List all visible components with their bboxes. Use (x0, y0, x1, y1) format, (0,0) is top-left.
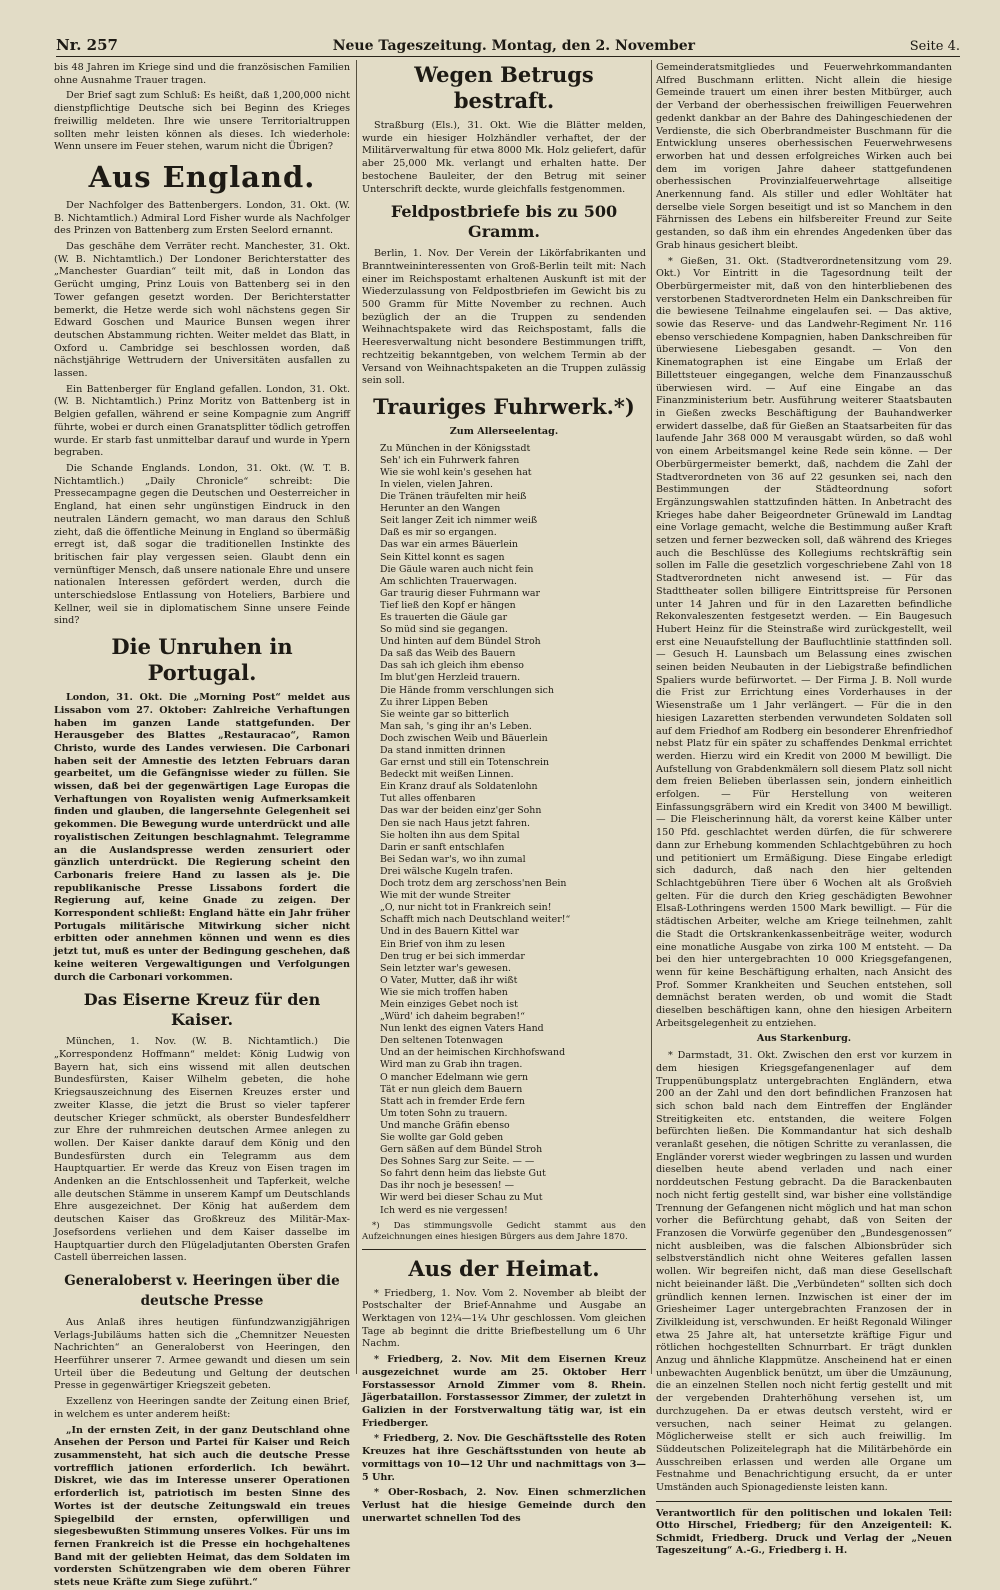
poem-line: „O, nur nicht tot in Frankreich sein! (380, 902, 552, 914)
poem-line: Bedeckt mit weißen Linnen. (380, 769, 514, 781)
heading-portugal: Die Unruhen in Portugal. (111, 634, 293, 686)
poem-line: Bei Sedan war's, wo ihn zumal (380, 853, 526, 865)
poem-line: Sie holten ihn aus dem Spital (380, 829, 520, 841)
poem-line: Am schlichten Trauerwagen. (380, 575, 517, 587)
section-subheading: Aus Starkenburg. (756, 1033, 852, 1045)
poem-line: In vielen, vielen Jahren. (380, 478, 493, 490)
poem-line: Sie weinte gar so bitterlich (380, 708, 510, 720)
poem-line: Den sie nach Haus jetzt fahren. (380, 817, 530, 829)
column-1 (54, 62, 350, 1589)
article-paragraph: Das geschähe dem Verräter recht. Manchester, 31. Okt. (W. B. Nichtamtlich.) Der Londoner Berichterstatter des „Manchester Guardian“ teilt mit, daß in London das Gerücht umging, Prinz Louis von Battenberg sei in den Tower gefangen gesetzt worden. Der Berichterstatter bemerkt, die Hetze werde sich wohl nächstens gegen Sir Edward Goschen und Maurice Bunsen wegen ihrer deutschen Abstammung richten. Weiter meldet das Blatt, in Oxford u. Cambridge sei beschlossen worden, daß nächstjährige Wettrudern der Universitäten ausfallen zu lassen. (54, 241, 350, 380)
poem-line: Wir werd bei dieser Schau zu Mut (380, 1192, 543, 1204)
article-paragraph: bis 48 Jahren im Kriege sind und die französischen Familien ohne Ausnahme Trauer tragen. (54, 62, 350, 86)
poem-line: Herunter an den Wangen (380, 503, 501, 515)
poem-line: Zu München in der Königsstadt (380, 442, 531, 454)
poem-line: „Würd' ich daheim begraben!“ (380, 1011, 525, 1023)
issue-number: Nr. 257 (56, 36, 118, 54)
poem-line: Darin er sanft entschlafen (380, 841, 505, 853)
poem-line: Daß es mir so ergangen. (380, 527, 497, 539)
article-paragraph: * Friedberg, 2. Nov. Die Geschäftsstelle des Roten Kreuzes hat ihre Geschäftsstunden von heute ab vormittags von 10—12 Uhr und nachmittags von 3—5 Uhr. (362, 1433, 646, 1483)
article-paragraph: * Friedberg, 2. Nov. Mit dem Eisernen Kreuz ausgezeichnet wurde am 25. Oktober Herr Forstassessor Arnold Zimmer vom 8. Rhein. Jägerbataillon. Forstassessor Zimmer, der zuletzt in Galizien in der Forstverwaltung tätig war, ist ein Friedberger. (362, 1354, 646, 1429)
poem-line: Statt ach in fremder Erde fern (380, 1095, 525, 1107)
heading-fuhrwerk: Trauriges Fuhrwerk.*) (373, 393, 635, 419)
article-paragraph: Straßburg (Els.), 31. Okt. Wie die Blätter melden, wurde ein hiesiger Holzhändler verhaftet, der der Militärverwaltung für etwa 8000 Mk. Holz geliefert, dafür aber 25,000 Mk. verlangt und erhalten hatte. Der bestochene Bauleiter, der den Betrug mit seiner Unterschrift deckte, wurde gleichfalls festgenommen. (362, 120, 646, 195)
heading-heimat: Aus der Heimat. (408, 1255, 600, 1281)
poem-line: Seh' ich ein Fuhrwerk fahren (380, 454, 520, 466)
poem-line: Tief ließ den Kopf er hängen (380, 599, 516, 611)
poem-line: Und in des Bauern Kittel war (380, 926, 519, 938)
poem-line: Sein Kittel konnt es sagen (380, 551, 505, 563)
separator (362, 1249, 646, 1250)
heading-eisernes-kreuz: Das Eiserne Kreuz für den Kaiser. (83, 990, 321, 1030)
poem-line: Gern säßen auf dem Bündel Stroh (380, 1144, 543, 1156)
masthead-date: Neue Tageszeitung. Montag, den 2. November (332, 38, 696, 54)
poem-line: Das war der beiden einz'ger Sohn (380, 805, 542, 817)
imprint: Verantwortlich für den politischen und lokalen Teil: Otto Hirschel, Friedberg; für den Anzeigenteil: K. Schmidt, Friedberg. Druck und Verlag der „Neuen Tageszeitung“ A.-G., Friedberg i. H. (656, 1507, 952, 1557)
article-paragraph: Die Schande Englands. London, 31. Okt. (W. T. B. Nichtamtlich.) „Daily Chronicle“ schreibt: Die Pressecampagne gegen die Deutschen und Oesterreicher in England, hat einen sehr ungünstigen Eindruck in den neutralen Ländern gemacht, wo man daraus den Schluß zieht, daß die öffentliche Meinung in England so übermäßig erregt ist, daß sogar die traditionellen Instinkte des britischen fair play vergessen seien. Glaubt denn ein vernünftiger Mensch, daß unsere nationale Ehre und unsere nationalen Interessen gefördert werden, durch die unterschiedslose Entlassung von Hoteliers, Barbiere und Kellner, weil sie in diplomatischem Sinne unsere Feinde sind? (54, 462, 350, 627)
poem-line: Im blut'gen Herzleid trauern. (380, 672, 521, 684)
column-3 (656, 62, 952, 1557)
poem-line: Das sah ich gleich ihm ebenso (380, 660, 524, 672)
poem-line: So müd sind sie gegangen. (380, 624, 508, 636)
article-paragraph: Der Brief sagt zum Schluß: Es heißt, daß 1,200,000 nicht dienstpflichtige Deutsche sich bei Beginn des Krieges freiwillig meldeten. Ihre wie unsere Territorialtruppen sollten mehr leisten können als dieses. Ich wiederhole: Wenn unsere im Feuer stehen, warum nicht die Übrigen? (54, 90, 350, 153)
poem-line: Mein einziges Gebet noch ist (380, 998, 518, 1010)
poem-line: Es trauerten die Gäule gar (380, 611, 508, 623)
poem (362, 443, 646, 1217)
poem-line: Gar ernst und still ein Totenschrein (380, 757, 550, 769)
poem-line: Da saß das Weib des Bauern (380, 648, 516, 660)
poem-line: Das war ein armes Bäuerlein (380, 539, 518, 551)
column-rule-left (356, 60, 357, 1374)
poem-line: So fahrt denn heim das liebste Gut (380, 1168, 546, 1180)
poem-line: Um toten Sohn zu trauern. (380, 1107, 508, 1119)
article-paragraph: Ein Battenberger für England gefallen. London, 31. Okt. (W. B. Nichtamtlich.) Prinz Moritz von Battenberg ist in Belgien gefallen, während er seine Kompagnie zum Angriff führte, wobei er durch einen Granatsplitter tödlich getroffen wurde. Er starb fast unmittelbar darauf und wurde in Ypern begraben. (54, 383, 350, 459)
page-header (56, 36, 960, 57)
article-paragraph: London, 31. Okt. Die „Morning Post“ meldet aus Lissabon vom 27. Oktober: Zahlreiche Verhaftungen haben im ganzen Lande stattgefunden. Der Herausgeber des Blattes „Restauracao“, Ramon Christo, wurde des Landes verwiesen. Die Carbonari haben seit der Amnestie des letzten Februars daran gearbeitet, um die Gefängnisse wieder zu füllen. Sie wissen, daß bei der gegenwärtigen Lage Europas die Verhaftungen von Royalisten wenig Aufmerksamkeit finden und glauben, die langersehnte Gelegenheit sei gekommen. Die Bewegung wurde unterdrückt und alle royalistischen Zeitungen beschlagnahmt. Telegramme an die Auslandspresse werden zensuriert oder gänzlich unterdrückt. Die Regierung scheint den Carbonaris freiere Hand zu lassen als je. Die republikanische Presse Lissabons fordert die Regierung auf, keine Gnade zu zeigen. Der Korrespondent schließt: England hätte ein Jahr früher Portugals militärische Mitwirkung sicher nicht erbitten oder annehmen können und wenn es dies jetzt tut, muß es unter der Bedingung geschehen, daß keine weiteren Vergewaltigungen und Verfolgungen durch die Carbonari vorkommen. (54, 692, 350, 983)
poem-line: Ein Brief von ihm zu lesen (380, 938, 505, 950)
poem-line: Gar traurig dieser Fuhrmann war (380, 587, 540, 599)
poem-line: Die Tränen träufelten mir heiß (380, 491, 527, 503)
article-paragraph: * Darmstadt, 31. Okt. Zwischen den erst vor kurzem in dem hiesigen Kriegsgefangenenlager auf dem Truppenübungsplatz untergebrachten Engländern, etwa 200 an der Zahl und den dort befindlichen Franzosen hat sich schon bald nach dem Eintreffen der Engländer Streitigkeiten etc. entstanden, die weitere Folgen befürchten ließen. Die Kommandantur hat sich deshalb veranlaßt gesehen, die nötigen Schritte zu veranlassen, die Engländer vorerst wieder wegbringen zu lassen und wurden dieselben heute abend verladen und nach einer norddeutschen Festung gebracht. Da die Barackenbauten noch nicht fertig gestellt sind, war bisher eine vollständige Trennung der Gefangenen nicht möglich und hat man schon vorher die Befürchtung gehabt, daß von Seiten der Franzosen die Vorwürfe gegenüber den „Bundesgenossen“ nicht ausbleiben, was die falschen Albionsbrüder sich selbstverständlich nicht ohne Weiteres gefallen lassen wollen. Wir begreifen nicht, daß man diese Gesellschaft nicht beieinander läßt. Die „Verbündeten“ sollten sich doch gründlich kennen lernen. Inzwischen ist einer der im Griesheimer Lager untergebrachten Franzosen der in Zivilkleidung ist, verschwunden. Er heißt Regonald Wilinger etwa 25 Jahre alt, hat untersetzte kräftige Figur und rötlichen hochgestellten Schnurrbart. Er trägt dunklen Anzug und ähnliche Klappmütze. Anscheinend hat er einen unbewachten Augenblick benützt, um über die Umzäunung, die an einzelnen Stellen noch nicht fertig gestellt und mit der vergebenden Drahterhöhung versehen ist, um durchzugehen. Da er etwas deutsch versteht, wird er versuchen, nach seiner Heimat zu gelangen. Möglicherweise stellt er sich auch freiwillig. Im Süddeutschen Polizeitelegraph hat die Militärbehörde ein Ausschreiben erlassen und werden alle Organe um Festnahme und Benachrichtigung ersucht, da er unter Umständen auch Spionagedienste leisten kann. (656, 1050, 952, 1494)
poem-line: Und an der heimischen Kirchhofswand (380, 1047, 566, 1059)
poem-line: Wird man zu Grab ihn tragen. (380, 1059, 523, 1071)
poem-line: Und manche Gräfin ebenso (380, 1119, 510, 1131)
article-paragraph: Aus Anlaß ihres heutigen fünfundzwanzigjährigen Verlags-Jubiläums hatten sich die „Chemnitzer Neuesten Nachrichten“ an Generaloberst von Heeringen, den Heerführer unserer 7. Armee gewandt und diesen um sein Urteil über die Bedeutung und Geltung der deutschen Presse in gegenwärtiger Kriegszeit gebeten. (54, 1316, 350, 1392)
poem-line: Sein letzter war's gewesen. (380, 962, 511, 974)
poem-line: Das ihr noch je besessen! — (380, 1180, 515, 1192)
article-paragraph: „In der ernsten Zeit, in der ganz Deutschland ohne Ansehen der Person und Partei für Kaiser und Reich zusammensteht, hat sich auch die deutsche Presse vortrefflich jationen erforderlich. Ich bewährt. Diskret, wie das im Interesse unserer Operationen erforderlich ist, patriotisch im besten Sinne des Wortes ist der deutsche Zeitungswald ein treues Spiegelbild der ernsten, opferwilligen und siegesbewußten Stimmung unseres Volkes. Für uns im fernen Frankreich ist die Presse ein hochgehaltenes Band mit der geliebten Heimat, das dem Soldaten im vordersten Schützengraben wie dem oberen Führer stets neue Kräfte zum Siege zuführt.“ (54, 1424, 350, 1589)
column-2 (362, 62, 646, 1524)
footnote: *) Das stimmungsvolle Gedicht stammt aus den Aufzeichnungen eines hiesigen Bürgers aus dem Jahre 1870. (362, 1220, 646, 1242)
poem-line: Schafft mich nach Deutschland weiter!“ (380, 914, 571, 926)
poem-line: Doch trotz dem arg zerschoss'nen Bein (380, 878, 567, 890)
heading-heeringen: Generaloberst v. Heeringen über die deutsche Presse (64, 1272, 340, 1309)
article-paragraph: München, 1. Nov. (W. B. Nichtamtlich.) Die „Korrespondenz Hoffmann“ meldet: König Ludwig von Bayern hat, sich eins wissend mit allen deutschen Bundesfürsten, Kaiser Wilhelm gebeten, die hohe Kriegsauszeichnung des Eisernen Kreuzes erster und zweiter Klasse, die jetzt die Brust so vieler tapferer deutscher Krieger schmückt, als oberster Bundesfeldherr zur Ehre der ruhmreichen deutschen Armee anlegen zu wollen. Der Kaiser dankte darauf dem König und den Bundesfürsten durch ein Telegramm aus dem Hauptquartier. Er werde das Kreuz von Eisen tragen im Andenken an die Entschlossenheit und Tapferkeit, welche alle deutschen Stämme in unserem Kampf um Deutschlands Ehre ausgezeichnet. Der König hat außerdem dem deutschen Kaiser das Großkreuz des Militär-Max-Josefsordens verliehen und dem Kaiser dasselbe im Hauptquartier durch den Flügeladjutanten Obersten Grafen Castell überreichen lassen. (54, 1036, 350, 1264)
article-paragraph: * Ober-Rosbach, 2. Nov. Einen schmerzlichen Verlust hat die hiesige Gemeinde durch den unerwartet schnellen Tod des (362, 1487, 646, 1524)
poem-line: Die Gäule waren auch nicht fein (380, 563, 534, 575)
poem-line: Seit langer Zeit ich nimmer weiß (380, 515, 538, 527)
poem-line: Die Hände fromm verschlungen sich (380, 684, 554, 696)
poem-line: Den trug er bei sich immerdar (380, 950, 525, 962)
article-paragraph: Der Nachfolger des Battenbergers. London, 31. Okt. (W. B. Nichtamtlich.) Admiral Lord Fisher wurde als Nachfolger des Prinzen von Battenberg zum Ersten Seelord ernannt. (54, 199, 350, 237)
poem-line: Den seltenen Totenwagen (380, 1035, 504, 1047)
poem-line: Wie sie wohl kein's gesehen hat (380, 466, 532, 478)
poem-line: Und hinten auf dem Bündel Stroh (380, 636, 541, 648)
poem-line: Ein Kranz drauf als Soldatenlohn (380, 781, 538, 793)
poem-line: Ich werd es nie vergessen! (380, 1204, 508, 1216)
poem-line: Drei wälsche Kugeln trafen. (380, 865, 514, 877)
poem-subtitle: Zum Allerseelentag. (449, 425, 559, 437)
article-paragraph: Exzellenz von Heeringen sandte der Zeitung einen Brief, in welchem es unter anderem heißt: (54, 1396, 350, 1420)
poem-line: Des Sohnes Sarg zur Seite. — — (380, 1156, 535, 1168)
poem-line: Nun lenkt des eignen Vaters Hand (380, 1023, 544, 1035)
poem-line: Tut alles offenbaren (380, 793, 476, 805)
poem-line: Doch zwischen Weib und Bäuerlein (380, 732, 548, 744)
poem-line: Sie wollte gar Gold geben (380, 1132, 504, 1143)
poem-line: O Vater, Mutter, daß ihr wißt (380, 974, 518, 986)
page-number: Seite 4. (909, 39, 960, 54)
poem-line: Zu ihrer Lippen Beben (380, 696, 488, 708)
article-paragraph: * Friedberg, 1. Nov. Vom 2. November ab bleibt der Postschalter der Brief-Annahme und Ausgabe an Werktagen von 12¼—1¼ Uhr geschlossen. Vom gleichen Tage ab beginnt die dritte Briefbestellung um 6 Uhr Nachm. (362, 1287, 646, 1350)
heading-betrug: Wegen Betrugs bestraft. (414, 62, 594, 113)
heading-feldpost: Feldpostbriefe bis zu 500 Gramm. (390, 202, 618, 242)
article-paragraph: Berlin, 1. Nov. Der Verein der Likörfabrikanten und Branntweininteressenten von Groß-Berlin teilt mit: Nach einer im Reichspostamt erhaltenen Auskunft ist mit der Wiederzulassung von Feldpostbriefen im Gewicht bis zu 500 Gramm für Mitte November zu rechnen. Auch bezüglich der an die Truppen zu sendenden Weihnachtspakete wird das Reichspostamt, falls die Heeresverwaltung nicht besondere Bestimmungen trifft, rechtzeitig bekanntgeben, von welchem Termin ab der Versand von Weihnachtspaketen an die Truppen zulässig sein soll. (362, 248, 646, 387)
poem-line: Tät er nun gleich dem Bauern (380, 1083, 523, 1095)
column-rule-right (651, 60, 652, 1374)
poem-line: Da stand inmitten drinnen (380, 745, 506, 756)
article-paragraph: Gemeinderatsmitgliedes und Feuerwehrkommandanten Alfred Buschmann erlitten. Nicht allein die hiesige Gemeinde trauert um einen ihrer besten Mitbürger, auch der Verband der oberhessischen freiwilligen Feuerwehren gedenkt dankbar an der Bahre des Dahingeschiedenen der Verdienste, die sich Oberbrandmeister Buschmann für die Entwicklung unseres oberhessischen Feuerwehrwesens erworben hat und dessen erfolgreiches Wirken auch bei dem im vorigen Jahre daheer stattgefundenen oberhessischen Provinzialfeuerwehrtage allseitige Anerkennung fand. Als stiller und edler Wohltäter hat derselbe viele Sorgen beseitigt und ist so Manchem in den Fährnissen des Lebens ein hilfsbereiter Freund zur Seite gestanden, so daß ihm ein ehrendes Angedenken über das Grab hinaus gesichert bleibt. (656, 62, 952, 251)
article-paragraph: * Gießen, 31. Okt. (Stadtverordnetensitzung vom 29. Okt.) Vor Eintritt in die Tagesordnung teilt der Oberbürgermeister mit, daß von den hinterbliebenen des verstorbenen Stadtverordneten Helm ein Dankschreiben für die bewiesene Teilnahme eingelaufen sei. — Das aktive, sowie das Reserve- und das Landwehr-Regiment Nr. 116 ebenso verschiedene Kompagnien, haben Dankschreiben für überwiesene Liebesgaben gesandt. — Von den Kinematographen ist eine Eingabe um Erlaß der Billettsteuer eingegangen, welche dem Finanzausschuß überwiesen wird. — Auf eine Eingabe an das Finanzministerium betr. Ausführung weiterer Staatsbauten in Gießen zwecks Beschäftigung der Bauhandwerker erwidert dasselbe, daß für Gießen an Staatsarbeiten für das laufende Jahr 368 000 M verausgabt würden, so daß wohl von einem Arbeitsmangel keine Rede sein könne. — Der Oberbürgermeister bemerkt, daß, nachdem die Zahl der Stadtverordneten von 36 auf 22 gesunken sei, nach den Bestimmungen der Städteordnung sofort Ergänzungswahlen stattzufinden hätten. In Anbetracht des Krieges habe daher Beigeordneter Grünewald im Landtag eine Vorlage gemacht, welche die Bestimmung außer Kraft setzen und ferner bezwecken soll, daß während des Krieges auch die Beschlüsse des Kollegiums rechtskräftig sein sollen im Falle die gesetzlich vorgeschriebene Zahl von 18 Stadtverordneten nicht anwesend ist. — Für das Stadttheater sollen billigere Eintrittspreise für Personen unter 14 Jahren und für in den Lazaretten befindliche Rekonvaleszenten festgesetzt werden. — Ein Baugesuch Hubert Heinz für die Steinstraße wird zurückgestellt, weil erst eine Neuaufstellung der Baufluchtlinie stattfinden soll. — Gesuch H. Launsbach um Belassung eines zwischen seinen beiden Neubauten in der Liebigstraße befindlichen Spaliers wurde befürwortet. — Der Firma J. B. Noll wurde die Frist zur Errichtung eines Vorderhauses in der Wiesenstraße um 1 Jahr verlängert. — Für die in den hiesigen Lazaretten sterbenden verwundeten Soldaten soll auf dem Friedhof am Rodberg ein besonderer Ehrenfriedhof nebst Platz für ein später zu schaffendes Denkmal errichtet werden. Hierzu wird ein Kredit von 2000 M bewilligt. Die Aufstellung von Grabdenkmälern soll diesem Platz soll nicht dem freien Belieben überlassen sein, jondern einheitlich erfolgen. — Für Herstellung von weiteren Einfassungsgräbern wird ein Kredit von 3400 M bewilligt. — Die Fleischerinnung hält, da vorerst keine Kälber unter 150 Pfd. geschlachtet werden dürfen, die für schwerere dann zur Erhebung kommenden Schlachtgebühren zu hoch und petitioniert um Ermäßigung. Diese Eingabe erledigt sich dadurch, daß nach den hier geltenden Schlachtgebühren Tiere über 6 Wochen alt als Großvieh gelten. Für die durch den Krieg geschädigten Bewohner Elsaß-Lothringens werden 1500 Mark bewilligt. — Für die städtischen Arbeiter, welche am Kriege teilnehmen, zahlt die Stadt die Ortskrankenkassenbeiträge weiter, wodurch eine monatliche Ausgabe von zirka 100 M entsteht. — Da bei den hier untergebrachten 10 000 Kriegsgefangenen, wenn für keine Beschäftigung erhalten, nach Ansicht des Prof. Sommer Krankheiten und Seuchen entstehen, soll demnächst beraten werden, ob und womit die Stadt dieselben beschäftigen kann, ohne den hiesigen Arbeitern Arbeitsgelegenheit zu entziehen. (656, 255, 952, 1029)
separator (656, 1501, 952, 1502)
poem-line: Man sah, 's ging ihr an's Leben. (380, 720, 532, 732)
heading-aus-england: Aus England. (88, 159, 316, 194)
poem-line: Wie sie mich troffen haben (380, 986, 508, 998)
poem-line: O mancher Edelmann wie gern (380, 1071, 529, 1083)
poem-line: Wie mit der wunde Streiter (380, 890, 511, 902)
